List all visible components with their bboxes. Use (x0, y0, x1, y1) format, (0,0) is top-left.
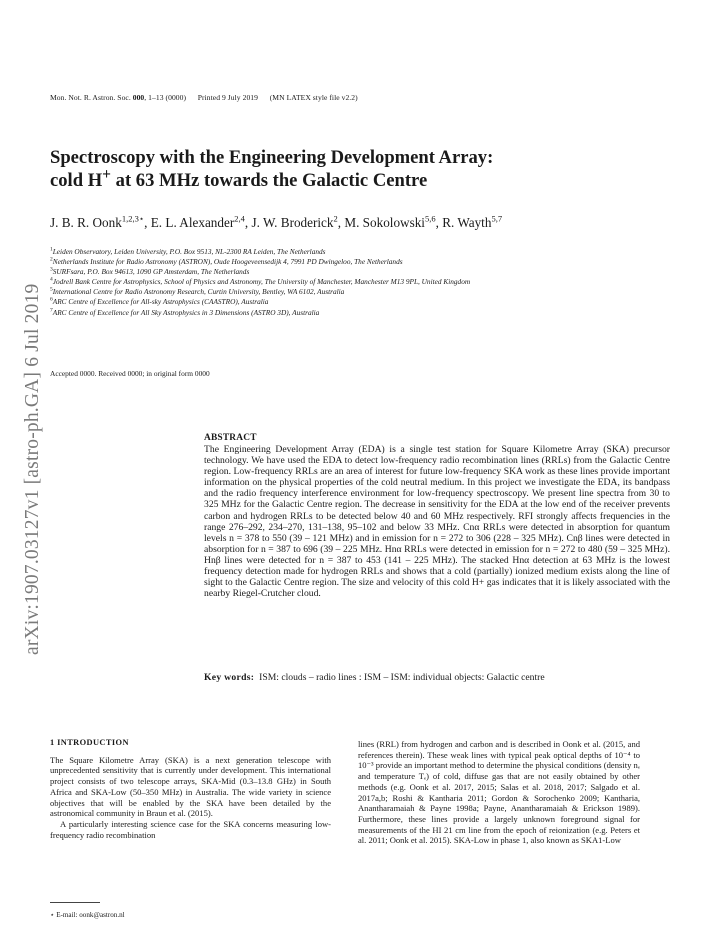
affiliation-item (50, 267, 720, 277)
author-name: J. B. R. Oonk (50, 215, 122, 230)
author-name: M. Sokolowski (344, 215, 425, 230)
journal-volume: 000 (132, 93, 145, 102)
affiliation-text: ARC Centre of Excellence for All Sky Astrophysics in 3 Dimensions (ASTRO 3D), Australia (52, 307, 320, 317)
abstract-block (204, 433, 670, 599)
author-separator: , (144, 215, 151, 230)
affiliation-text: Jodrell Bank Centre for Astrophysics, School of Physics and Astronomy, The University of Manchester, Manchester M13 9PL, United Kingdom (52, 277, 471, 287)
accepted-line: Accepted 0000. Received 0000; in original form 0000 (50, 369, 210, 378)
affiliation-number: 5 (50, 286, 53, 293)
running-header (50, 93, 358, 102)
section-heading-introduction: 1 INTRODUCTION (50, 738, 129, 747)
author-affiliation-marker: 2 (333, 213, 338, 224)
intro-paragraph-continued: lines (RRL) from hydrogen and carbon and is described in Oonk et al. (2015, and references therein). These weak lines with typical peak optical depths of 10⁻⁴ to 10⁻³ provide an important method to determine the physical conditions (density nₑ and temperature Tₑ) of cold, diffuse gas that are not easily obtained by other methods (e.g. Oonk et al. 2017, 2015; Salas et al. 2018, 2017; Salgado et al. 2017a,b; Roshi & Kantharia 2011; Gordon & Sorochenko 2009; Kantharia, Anantharamaiah & Payne 1998a; Payne, Anantharamaiah & Erickson 1989). Furthermore, these lines provide a largely unknown foreground signal for measurements of the HI 21 cm line from the epoch of reionization (e.g. Peters et al. 2011; Oonk et al. 2015). SKA-Low in phase 1, also known as SKA1-Low (358, 739, 640, 846)
author-name: E. L. Alexander (150, 215, 235, 230)
affiliation-item (50, 287, 720, 297)
author-separator: , (337, 215, 345, 230)
keywords-label: Key words: (204, 672, 255, 683)
affiliation-text: Leiden Observatory, Leiden University, P.O. Box 9513, NL-2300 RA Leiden, The Netherlands (52, 247, 326, 256)
affiliation-item (50, 277, 720, 287)
author-name: R. Wayth (442, 215, 492, 230)
abstract-text: The Engineering Development Array (EDA) is a single test station for Square Kilometre Array (SKA) precursor technology. We have used the EDA to detect low-frequency radio recombination lines (RRLs) from the Galactic Centre region. Low-frequency RRLs are an area of interest for future low-frequency SKA work as these lines provide important information on the physical properties of the cold neutral medium. In this project we investigate the EDA, its bandpass and the radio frequency interference environment for low-frequency spectroscopy. We present line spectra from 30 to 325 MHz for the Galactic Centre region. The decrease in sensitivity for the EDA at the low end of the receiver prevents carbon and hydrogen RRLs to be detected below 40 and 60 MHz respectively. RFI strongly affects frequencies in the range 276–292, 234–270, 131–138, 95–102 and below 33 MHz. Cnα RRLs were detected in absorption for quantum levels n = 378 to 550 (39 – 121 MHz) and in emission for n = 272 to 306 (228 – 325 MHz). Cnβ lines were detected in absorption for n = 387 to 696 (39 – 225 MHz. Hnα RRLs were detected in emission for n = 272 to 480 (59 – 325 MHz). Hnβ lines were detected for n = 387 to 453 (141 – 225 MHz). The stacked Hnα detection at 63 MHz is the lowest frequency detection made for hydrogen RRLs and shows that a cold (partially) ionized medium exists along the line of sight to the Galactic Centre region. The size and velocity of this cold H+ gas indicates that it is likely associated with the nearby Riegel-Crutcher cloud. (204, 444, 670, 600)
affiliation-list (50, 247, 720, 318)
author-affiliation-marker: 2,4 (234, 213, 245, 224)
affiliation-number: 7 (50, 307, 53, 314)
left-column (50, 738, 331, 840)
intro-paragraph-1: The Square Kilometre Array (SKA) is a next generation telescope with unprecedented sensitivity that is currently under development. This international project consists of two telescope arrays, SKA-Mid (0.3–13.8 GHz) in South Africa and SKA-Low (50–350 MHz) in Australia. The wide variety in science objectives that will be enabled by the SKA have been detailed by the astronomical community in Braun et al. (2015). (50, 754, 331, 819)
affiliation-number: 1 (50, 246, 53, 253)
affiliation-item (50, 297, 720, 307)
affiliation-text: SURFsara, P.O. Box 94613, 1090 GP Amsterdam, The Netherlands (52, 267, 250, 277)
intro-paragraph-2: A particularly interesting science case for the SKA concerns measuring low-frequency radio recombination (50, 818, 331, 840)
footnote-rule (50, 902, 100, 903)
affiliation-item (50, 257, 720, 267)
journal-name: Mon. Not. R. Astron. Soc. (50, 93, 131, 102)
title-line-2-pre: cold H (50, 170, 103, 191)
affiliation-item (50, 308, 720, 318)
keywords-text: ISM: clouds – radio lines : ISM – ISM: individual objects: Galactic centre (259, 672, 545, 683)
affiliation-text: Netherlands Institute for Radio Astronomy (ASTRON), Oude Hoogeveensedijk 4, 7991 PD Dwingeloo, The Netherlands (52, 257, 403, 267)
author-affiliation-marker: 1,2,3⋆ (121, 213, 145, 224)
author-separator: , (435, 215, 443, 230)
author-list (50, 215, 502, 231)
arxiv-stamp: arXiv:1907.03127v1 [astro-ph.GA] 6 Jul 2019 (22, 283, 43, 655)
affiliation-number: 3 (50, 266, 53, 273)
affiliation-number: 4 (50, 276, 53, 283)
abstract-heading: ABSTRACT (204, 433, 257, 443)
affiliation-text: ARC Centre of Excellence for All-sky Astrophysics (CAASTRO), Australia (52, 297, 269, 307)
author-affiliation-marker: 5,7 (491, 213, 503, 224)
affiliation-number: 6 (50, 297, 53, 304)
printed-date: Printed 9 July 2019 (197, 93, 258, 102)
author-affiliation-marker: 5,6 (424, 213, 436, 224)
style-file-note: (MN LATEX style file v2.2) (269, 93, 358, 102)
affiliation-text: International Centre for Radio Astronomy Research, Curtin University, Bentley, WA 6102, Australia (52, 287, 345, 297)
affiliation-item (50, 247, 720, 257)
right-column (358, 739, 640, 846)
title-line-2-post: at 63 MHz towards the Galactic Centre (111, 170, 428, 191)
author-separator: , (244, 215, 252, 230)
paper-title (50, 146, 670, 192)
footnote-email: ⋆ E-mail: oonk@astron.nl (50, 911, 125, 919)
author-name: J. W. Broderick (251, 215, 334, 230)
title-line-1: Spectroscopy with the Engineering Development Array: (50, 147, 494, 168)
affiliation-number: 2 (50, 256, 53, 263)
journal-pages: , 1–13 (0000) (144, 93, 187, 102)
keywords-block (204, 672, 670, 683)
title-line-2-sup: + (102, 165, 112, 183)
